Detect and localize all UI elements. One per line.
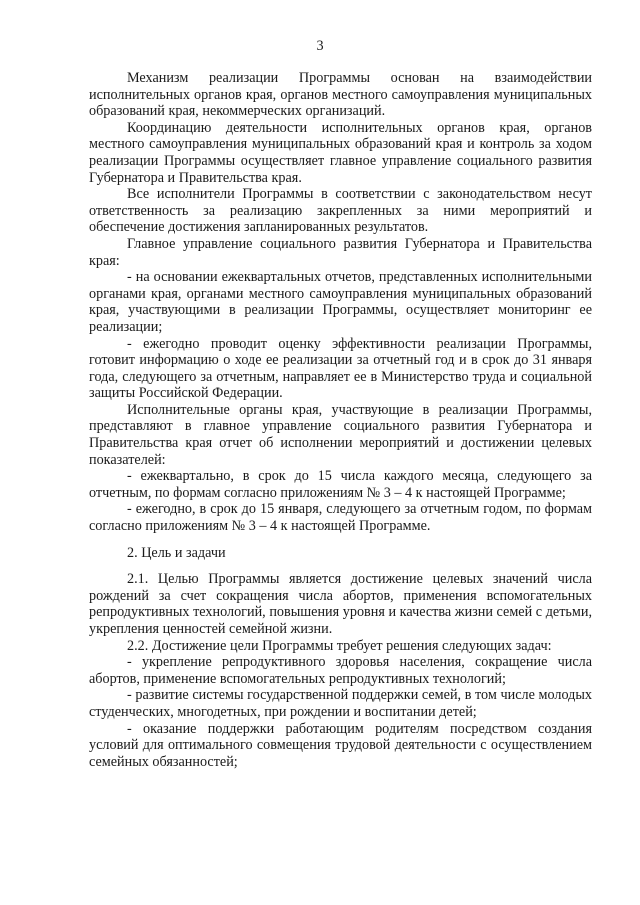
- document-body: [89, 70, 592, 770]
- paragraph-executors-report: Исполнительные органы края, участвующие в реализации Программы, представляют в главное управление социального развития Губернатора и Правительства края отчет об исполнении мероприятий и достижении целевых показателей:: [89, 401, 592, 468]
- list-item-reproductive-health: - укрепление репродуктивного здоровья населения, сокращение числа абортов, применение вспомогательных репродуктивных технологий;: [89, 654, 592, 687]
- list-item-monitoring: - на основании ежеквартальных отчетов, представленных исполнительными органами края, органами местного самоуправления муниципальных образований края, участвующими в реализации Программы, осуществляет мониторинг ее реализации;: [89, 269, 592, 335]
- list-item-quarterly: - ежеквартально, в срок до 15 числа каждого месяца, следующего за отчетным, по формам согласно приложениям № 3 – 4 к настоящей Программе;: [89, 468, 592, 501]
- section-heading: 2. Цель и задачи: [127, 544, 226, 561]
- paragraph-mechanism: Механизм реализации Программы основан на взаимодействии исполнительных органов края, органов местного самоуправления муниципальных образований края, некоммерческих организаций.: [89, 70, 592, 120]
- paragraph-goal: 2.1. Целью Программы является достижение целевых значений числа рождений за счет сокращения числа абортов, применения вспомогательных репродуктивных технологий, повышения уровня и качества жизни семей с детьми, укрепления ценностей семейной жизни.: [89, 571, 592, 637]
- paragraph-coordination: Координацию деятельности исполнительных органов края, органов местного самоуправления муниципальных образований края и контроль за ходом реализации Программы осуществляет главное управление социального развития Губернатора и Правительства края.: [89, 119, 592, 186]
- paragraph-responsibility: Все исполнители Программы в соответствии с законодательством несут ответственность за реализацию закрепленных за ними мероприятий и обеспечение достижения запланированных результатов.: [89, 186, 592, 236]
- list-item-evaluation: - ежегодно проводит оценку эффективности реализации Программы, готовит информацию о ходе ее реализации за отчетный год и в срок до 31 января года, следующего за отчетным, направляет ее в Министерство труда и социальной защиты Российской Федерации.: [89, 335, 592, 402]
- list-item-working-parents: - оказание поддержки работающим родителям посредством создания условий для оптимального совмещения трудовой деятельности с осуществлением семейных обязанностей;: [89, 720, 592, 770]
- page-number: 3: [316, 38, 324, 54]
- list-item-family-support: - развитие системы государственной поддержки семей, в том числе молодых студенческих, многодетных, при рождении и воспитании детей;: [89, 687, 592, 720]
- paragraph-main-directorate: Главное управление социального развития Губернатора и Правительства края:: [89, 235, 592, 269]
- list-item-annually: - ежегодно, в срок до 15 января, следующего за отчетным годом, по формам согласно приложениям № 3 – 4 к настоящей Программе.: [89, 501, 592, 535]
- paragraph-tasks-intro: 2.2. Достижение цели Программы требует решения следующих задач:: [127, 637, 552, 654]
